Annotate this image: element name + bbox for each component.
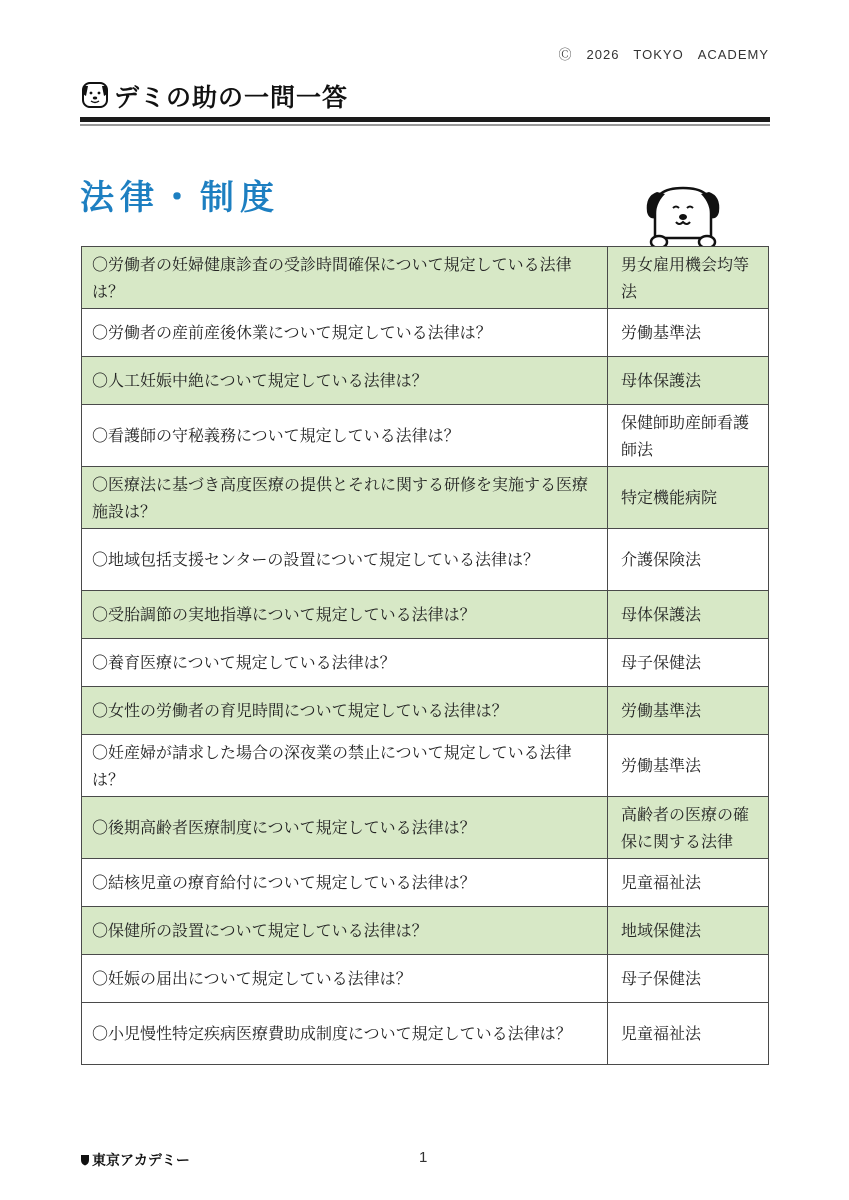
question-cell: 〇女性の労働者の育児時間について規定している法律は？ [82, 687, 608, 735]
table-row [82, 955, 769, 1003]
answer-cell: 母子保健法 [608, 639, 769, 687]
answer-cell: 児童福祉法 [608, 1003, 769, 1065]
question-cell: 〇労働者の産前産後休業について規定している法律は？ [82, 309, 608, 357]
copyright-text: Ⓒ 2026 TOKYO ACADEMY [558, 47, 769, 62]
answer-cell: 労働基準法 [608, 735, 769, 797]
question-cell: 〇地域包括支援センターの設置について規定している法律は？ [82, 529, 608, 591]
question-cell: 〇受胎調節の実地指導について規定している法律は？ [82, 591, 608, 639]
header-rule-thick [80, 117, 770, 122]
table-row [82, 639, 769, 687]
answer-cell: 介護保険法 [608, 529, 769, 591]
table-row [82, 405, 769, 467]
table-row [82, 247, 769, 309]
dog-face-icon [80, 80, 110, 110]
header [80, 78, 770, 128]
table-row [82, 529, 769, 591]
table-row [82, 859, 769, 907]
answer-cell: 母体保護法 [608, 357, 769, 405]
page-number: 1 [419, 1149, 428, 1166]
question-cell: 〇小児慢性特定疾病医療費助成制度について規定している法律は？ [82, 1003, 608, 1065]
question-cell: 〇保健所の設置について規定している法律は？ [82, 907, 608, 955]
question-cell: 〇養育医療について規定している法律は？ [82, 639, 608, 687]
footer-logo-text: 東京アカデミー [92, 1153, 190, 1169]
crest-icon [80, 1154, 90, 1166]
table-row [82, 907, 769, 955]
answer-cell: 特定機能病院 [608, 467, 769, 529]
table-row [82, 1003, 769, 1065]
answer-cell: 男女雇用機会均等法 [608, 247, 769, 309]
answer-cell: 高齢者の医療の確保に関する法律 [608, 797, 769, 859]
answer-cell: 地域保健法 [608, 907, 769, 955]
answer-cell: 労働基準法 [608, 687, 769, 735]
header-title: デミの助の一問一答 [114, 83, 349, 112]
section-title: 法律・制度 [80, 178, 280, 218]
answer-cell: 母子保健法 [608, 955, 769, 1003]
answer-cell: 保健師助産師看護師法 [608, 405, 769, 467]
table-row [82, 687, 769, 735]
dog-mascot-icon [643, 180, 723, 252]
question-cell: 〇労働者の妊婦健康診査の受診時間確保について規定している法律は？ [82, 247, 608, 309]
question-cell: 〇後期高齢者医療制度について規定している法律は？ [82, 797, 608, 859]
table-row [82, 735, 769, 797]
question-cell: 〇看護師の守秘義務について規定している法律は？ [82, 405, 608, 467]
question-cell: 〇妊娠の届出について規定している法律は？ [82, 955, 608, 1003]
table-row [82, 357, 769, 405]
answer-cell: 児童福祉法 [608, 859, 769, 907]
answer-cell: 労働基準法 [608, 309, 769, 357]
header-rule-thin [80, 124, 770, 126]
answer-cell: 母体保護法 [608, 591, 769, 639]
question-cell: 〇結核児童の療育給付について規定している法律は？ [82, 859, 608, 907]
footer-logo [80, 1150, 190, 1170]
question-cell: 〇医療法に基づき高度医療の提供とそれに関する研修を実施する医療施設は？ [82, 467, 608, 529]
table-row [82, 591, 769, 639]
table-row [82, 797, 769, 859]
table-row [82, 467, 769, 529]
question-cell: 〇妊産婦が請求した場合の深夜業の禁止について規定している法律は？ [82, 735, 608, 797]
qa-table [81, 246, 769, 1065]
question-cell: 〇人工妊娠中絶について規定している法律は？ [82, 357, 608, 405]
table-row [82, 309, 769, 357]
